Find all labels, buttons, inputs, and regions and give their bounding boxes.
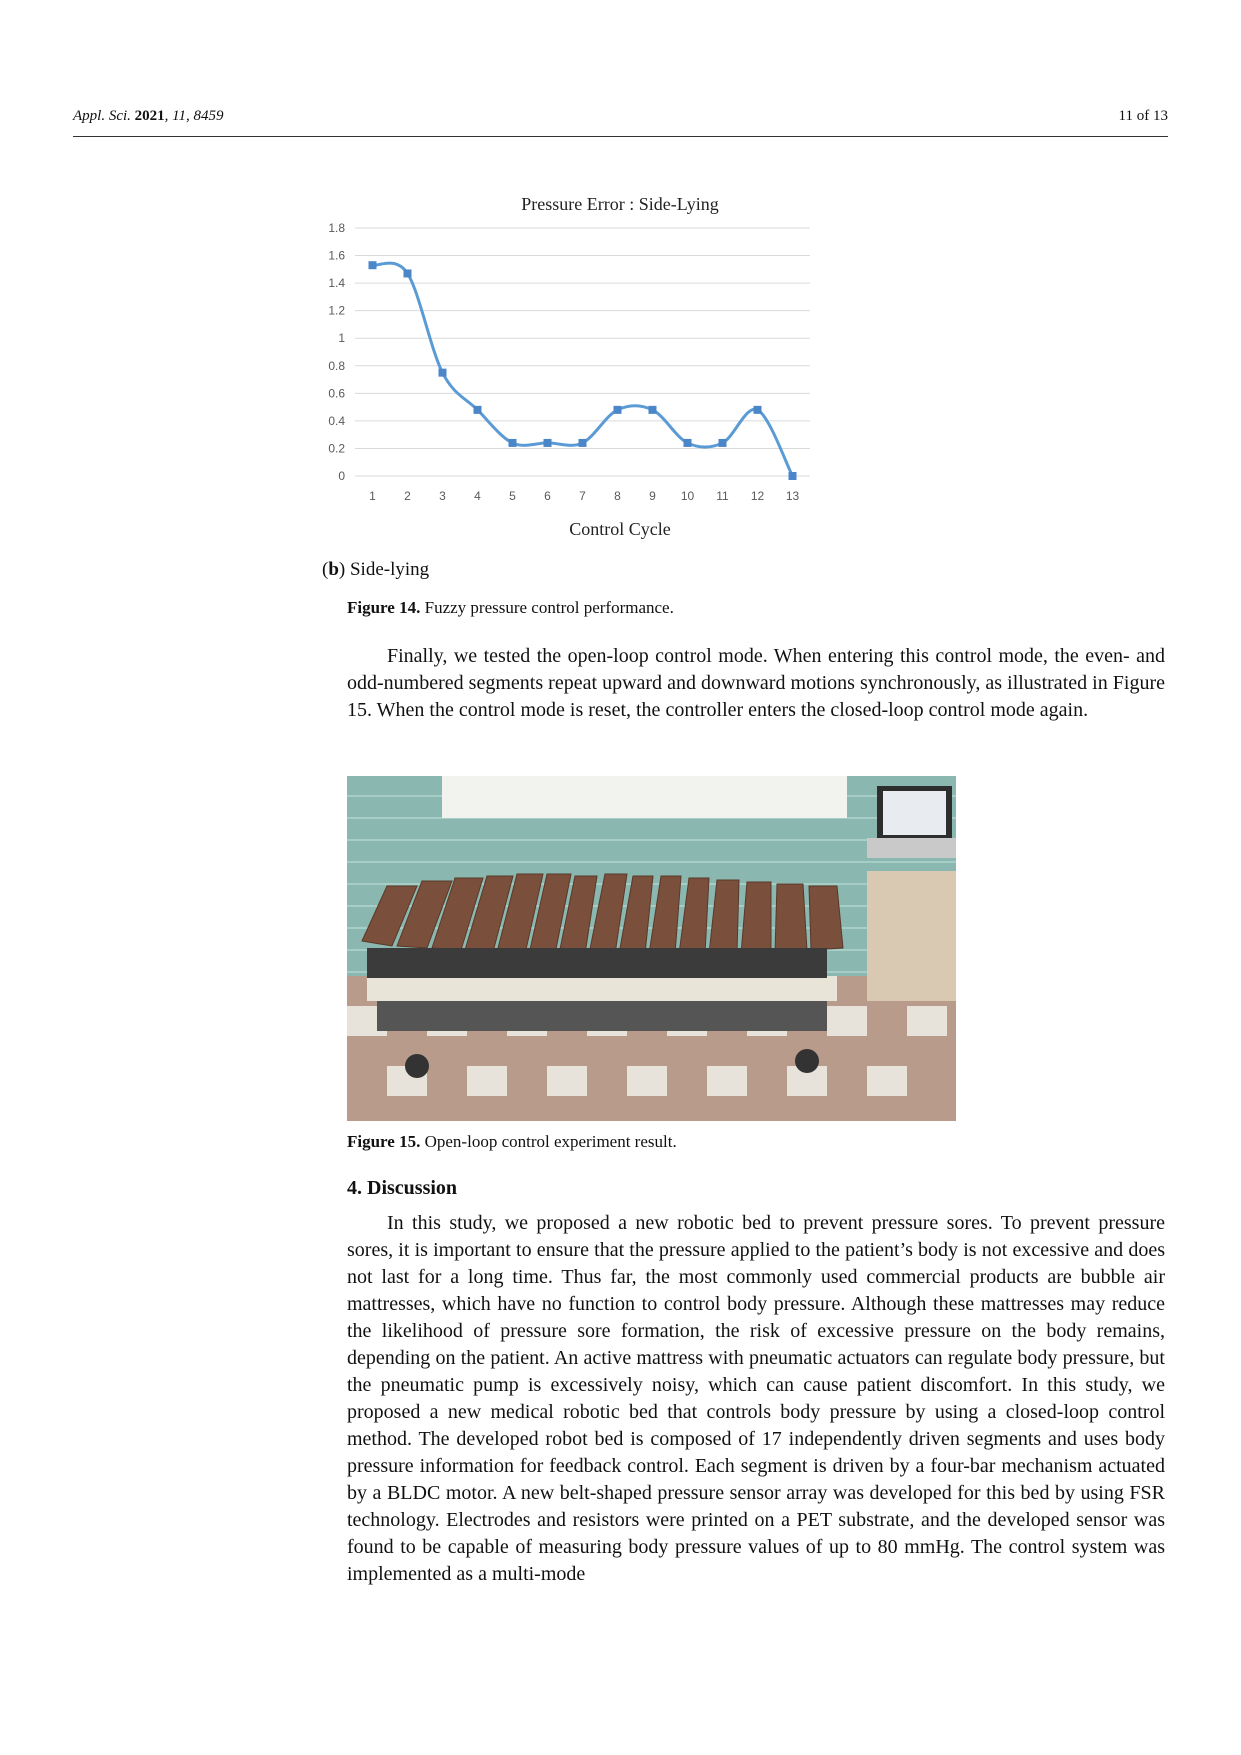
data-point — [754, 406, 762, 414]
paragraph-discussion: In this study, we proposed a new robotic bed to prevent pressure sores. To prevent pressure sores, it is important to ensure that the pressure applied to the patient’s body is not excessive and does not last for a long time. Thus far, the most commonly used commercial products are bubble air mattresses, which have no function to control body pressure. Although these mattresses may reduce the likelihood of pressure sore formation, the risk of excessive pressure on the body remains, depending on the patient. An active mattress with pneumatic actuators can regulate body pressure, but the pneumatic pump is excessively noisy, which can cause patient discomfort. In this study, we proposed a new medical robotic bed that controls body pressure by using a closed-loop control method. The developed robot bed is composed of 17 independently driven segments and uses body pressure information for feedback control. Each segment is driven by a four-bar mechanism actuated by a BLDC motor. A new belt-shaped pressure sensor array was developed for this bed by using FSR technology. Electrodes and resistors were printed on a PET substrate, and the developed sensor was found to be capable of measuring body pressure values of up to 80 mmHg. The control system was implemented as a multi-mode — [347, 1212, 1165, 1585]
data-point — [789, 472, 797, 480]
x-tick-label: 5 — [509, 489, 516, 503]
x-tick-label: 13 — [785, 489, 800, 503]
paragraph-open-loop: Finally, we tested the open-loop control mode. When entering this control mode, the even- and odd-numbered segments repeat upward and downward motions synchronously, as illustrated in Figure 15. When the control mode is reset, the controller enters the closed-loop control mode again. — [347, 645, 1165, 721]
x-tick-label: 2 — [404, 489, 411, 503]
x-tick-label: 1 — [369, 489, 376, 503]
x-tick-label: 4 — [474, 489, 481, 503]
x-tick-label: 8 — [614, 489, 621, 503]
x-tick-label: 11 — [716, 489, 729, 503]
y-tick-label: 1.4 — [328, 276, 345, 291]
data-point — [684, 439, 692, 447]
y-tick-label: 1 — [338, 331, 345, 346]
y-tick-label: 0 — [338, 469, 345, 483]
y-tick-label: 0.2 — [328, 441, 345, 456]
data-point — [719, 439, 727, 447]
page-header — [73, 106, 1168, 137]
y-tick-label: 0.8 — [328, 358, 345, 373]
data-point — [509, 439, 517, 447]
y-tick-label: 1.6 — [328, 248, 345, 263]
data-point — [649, 406, 657, 414]
x-tick-label: 6 — [544, 489, 551, 503]
x-tick-label: 3 — [439, 489, 446, 503]
data-point — [439, 369, 447, 377]
data-point — [369, 261, 377, 269]
data-point — [544, 439, 552, 447]
x-tick-label: 9 — [649, 489, 656, 503]
journal-citation: Appl. Sci. 2021, 11, 8459 — [73, 108, 224, 124]
data-point — [614, 406, 622, 414]
data-point — [404, 269, 412, 277]
figure-15-caption: Figure 15. Open-loop control experiment result. — [347, 1132, 677, 1151]
chart-title: Pressure Error : Side-Lying — [521, 194, 719, 214]
y-tick-label: 1.2 — [328, 303, 345, 318]
data-point — [579, 439, 587, 447]
x-tick-label: 12 — [750, 489, 765, 503]
pressure-error-chart — [310, 190, 930, 550]
section-heading-discussion: 4. Discussion — [347, 1177, 458, 1199]
data-point — [474, 406, 482, 414]
y-tick-label: 1.8 — [328, 221, 345, 235]
y-tick-label: 0.4 — [328, 413, 345, 428]
subfigure-label: (b) Side-lying — [322, 559, 430, 580]
x-tick-label: 7 — [579, 489, 586, 503]
x-axis-label: Control Cycle — [569, 519, 671, 539]
y-tick-label: 0.6 — [328, 386, 345, 401]
page-number: 11 of 13 — [1118, 108, 1168, 124]
figure-14-caption: Figure 14. Fuzzy pressure control performance. — [347, 598, 674, 617]
x-tick-label: 10 — [680, 489, 695, 503]
robotic-bed-photo — [347, 776, 956, 1121]
